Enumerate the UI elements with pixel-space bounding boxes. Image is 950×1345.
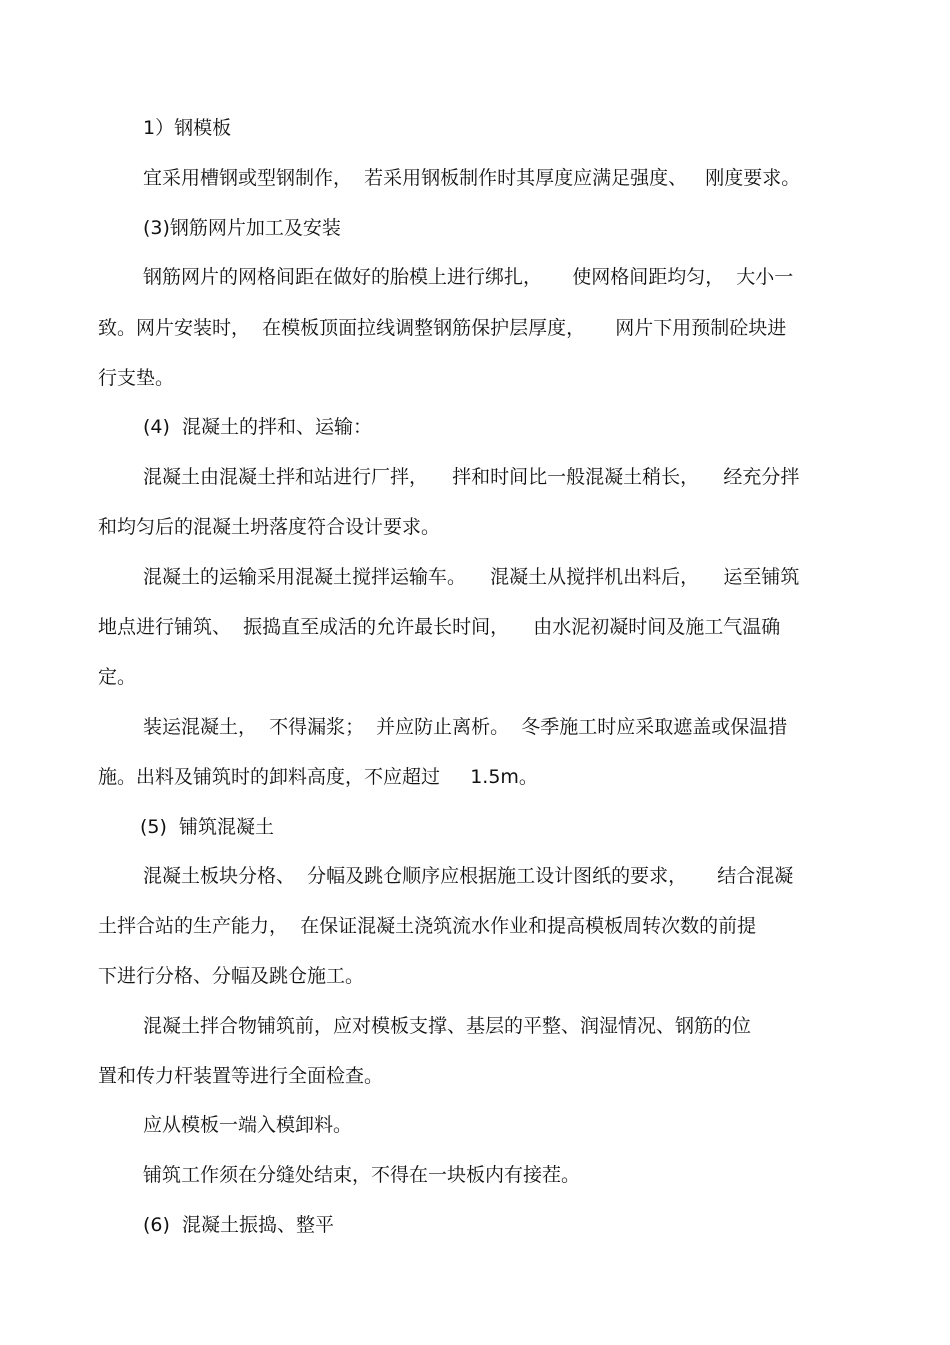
text-line: 混凝土的运输采用混凝土搅拌运输车。 混凝土从搅拌机出料后， 运至铺筑 bbox=[143, 566, 800, 588]
text-line: 和均匀后的混凝土坍落度符合设计要求。 bbox=[98, 516, 441, 538]
text-line: (5) 铺筑混凝土 bbox=[140, 816, 274, 838]
text-line: (6) 混凝土振捣、整平 bbox=[143, 1214, 334, 1236]
text-line: 钢筋网片的网格间距在做好的胎模上进行绑扎， 使网格间距均匀， 大小一 bbox=[143, 266, 794, 288]
text-line: 混凝土板块分格、 分幅及跳仓顺序应根据施工设计图纸的要求， 结合混凝 bbox=[143, 865, 794, 887]
text-line: 铺筑工作须在分缝处结束，不得在一块板内有接茬。 bbox=[143, 1164, 581, 1186]
text-line: 行支垫。 bbox=[98, 367, 175, 389]
text-line: 1）钢模板 bbox=[143, 117, 232, 139]
text-line: 装运混凝土， 不得漏浆； 并应防止离析。 冬季施工时应采取遮盖或保温措 bbox=[143, 716, 788, 738]
text-line: 地点进行铺筑、 振捣直至成活的允许最长时间， 由水泥初凝时间及施工气温确 bbox=[98, 616, 781, 638]
text-line: 混凝土拌合物铺筑前，应对模板支撑、基层的平整、润湿情况、钢筋的位 bbox=[143, 1015, 752, 1037]
text-line: 置和传力杆装置等进行全面检查。 bbox=[98, 1065, 384, 1087]
text-line: 土拌合站的生产能力， 在保证混凝土浇筑流水作业和提高模板周转次数的前提 bbox=[98, 915, 757, 937]
text-line: 施。出料及铺筑时的卸料高度，不应超过 1.5m。 bbox=[98, 766, 538, 788]
text-line: 混凝土由混凝土拌和站进行厂拌， 拌和时间比一般混凝土稍长， 经充分拌 bbox=[143, 466, 800, 488]
text-line: 宜采用槽钢或型钢制作， 若采用钢板制作时其厚度应满足强度、 刚度要求。 bbox=[143, 167, 801, 189]
text-line: 应从模板一端入模卸料。 bbox=[143, 1114, 353, 1136]
text-line: (3)钢筋网片加工及安装 bbox=[143, 217, 341, 239]
text-line: 下进行分格、分幅及跳仓施工。 bbox=[98, 965, 365, 987]
text-line: 定。 bbox=[98, 666, 137, 688]
text-line: (4) 混凝土的拌和、运输： bbox=[143, 416, 372, 438]
text-line: 致。网片安装时， 在模板顶面拉线调整钢筋保护层厚度， 网片下用预制砼块进 bbox=[98, 317, 787, 339]
